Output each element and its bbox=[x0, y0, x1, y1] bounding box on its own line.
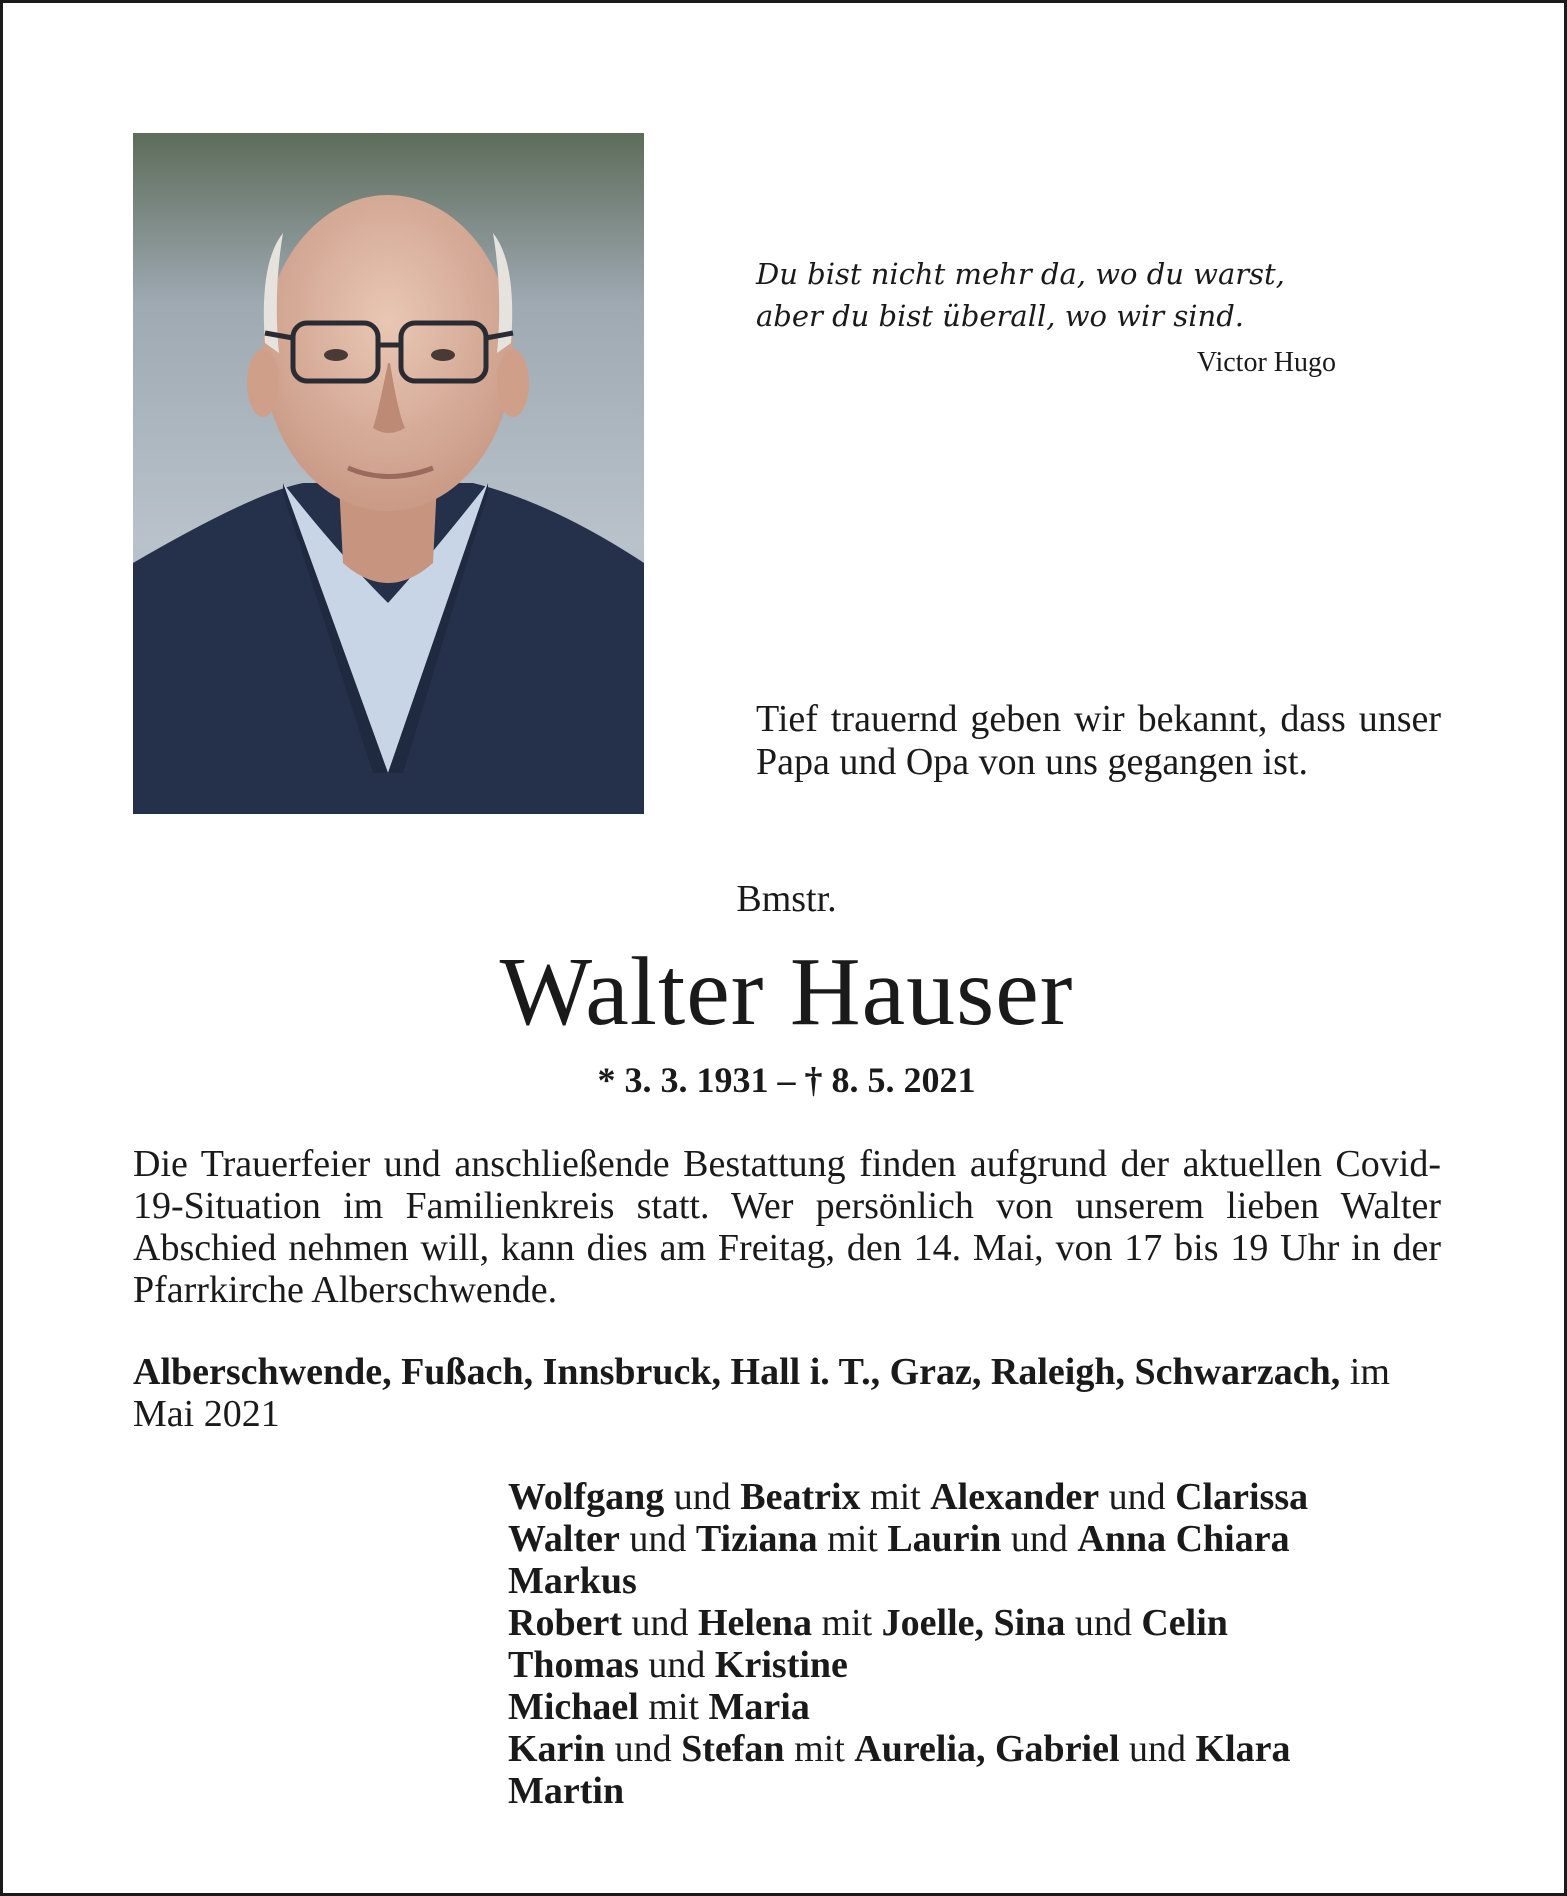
family-member-name: Helena bbox=[697, 1602, 812, 1644]
quote-line-1: Du bist nicht mehr da, wo du warst, bbox=[756, 257, 1285, 291]
family-member-name: Celin bbox=[1141, 1602, 1228, 1644]
family-member-name: Karin bbox=[508, 1728, 606, 1770]
family-member-name: Markus bbox=[508, 1560, 637, 1602]
family-member-name: Laurin bbox=[887, 1518, 1002, 1560]
family-row bbox=[508, 1728, 1443, 1770]
announcement-text: Tief trauernd geben wir bekannt, dass unser Papa und Opa von uns gegangen ist. bbox=[756, 698, 1441, 783]
family-connector: mit bbox=[860, 1476, 931, 1518]
family-connector: und bbox=[1001, 1518, 1078, 1560]
family-member-name: Stefan bbox=[681, 1728, 785, 1770]
deceased-title: Bmstr. bbox=[736, 878, 837, 920]
family-member-name: Joelle, Sina bbox=[881, 1602, 1066, 1644]
quote-line-2: aber du bist überall, wo wir sind. bbox=[756, 299, 1244, 333]
family-member-name: Anna Chiara bbox=[1077, 1518, 1290, 1560]
family-connector: mit bbox=[811, 1602, 882, 1644]
family-member-name: Michael bbox=[508, 1686, 639, 1728]
family-member-name: Robert bbox=[508, 1602, 622, 1644]
family-connector: mit bbox=[784, 1728, 855, 1770]
family-row bbox=[508, 1476, 1443, 1518]
family-row bbox=[508, 1518, 1443, 1560]
family-member-name: Klara bbox=[1195, 1728, 1291, 1770]
family-member-name: Martin bbox=[508, 1770, 625, 1812]
family-member-name: Maria bbox=[708, 1686, 810, 1728]
portrait-illustration bbox=[133, 133, 644, 814]
family-member-name: Thomas bbox=[508, 1644, 639, 1686]
family-member-name: Kristine bbox=[714, 1644, 848, 1686]
family-member-name: Aurelia, Gabriel bbox=[854, 1728, 1120, 1770]
family-row bbox=[508, 1644, 1443, 1686]
family-connector: mit bbox=[638, 1686, 709, 1728]
family-member-name: Beatrix bbox=[740, 1476, 861, 1518]
family-row bbox=[508, 1686, 1443, 1728]
quote-author: Victor Hugo bbox=[1196, 347, 1336, 378]
family-connector: und bbox=[638, 1644, 715, 1686]
life-dates: * 3. 3. 1931 – † 8. 5. 2021 bbox=[597, 1060, 976, 1100]
family-connector: und bbox=[1119, 1728, 1196, 1770]
family-row bbox=[508, 1770, 1443, 1812]
family-list bbox=[508, 1476, 1443, 1812]
family-connector: und bbox=[1099, 1476, 1176, 1518]
family-connector: mit bbox=[817, 1518, 888, 1560]
family-member-name: Wolfgang bbox=[508, 1476, 665, 1518]
family-member-name: Alexander bbox=[930, 1476, 1100, 1518]
family-connector: und bbox=[1065, 1602, 1142, 1644]
portrait-photo bbox=[133, 133, 644, 814]
family-member-name: Clarissa bbox=[1175, 1476, 1309, 1518]
family-member-name: Walter bbox=[508, 1518, 620, 1560]
family-connector: und bbox=[605, 1728, 682, 1770]
family-connector: und bbox=[619, 1518, 696, 1560]
family-connector: und bbox=[621, 1602, 698, 1644]
funeral-details: Die Trauerfeier und anschließende Bestattung finden aufgrund der aktuellen Covid-19-Situation im Familienkreis statt. Wer persönlich von unserem lieben Walter Abschied nehmen will, kann dies am Freitag, den 14. Mai, von 17 bis 19 Uhr in der Pfarrkirche Alberschwende. bbox=[133, 1143, 1441, 1311]
family-member-name: Tiziana bbox=[695, 1518, 818, 1560]
notice-date: im Mai 2021 bbox=[133, 1351, 1390, 1435]
family-connector: und bbox=[664, 1476, 741, 1518]
deceased-name: Walter Hauser bbox=[499, 938, 1074, 1046]
quote bbox=[756, 253, 1336, 383]
family-row bbox=[508, 1560, 1443, 1602]
family-row bbox=[508, 1602, 1443, 1644]
places-list: Alberschwende, Fußach, Innsbruck, Hall i. T., Graz, Raleigh, Schwarzach, bbox=[133, 1351, 1341, 1393]
places-and-date bbox=[133, 1351, 1441, 1435]
